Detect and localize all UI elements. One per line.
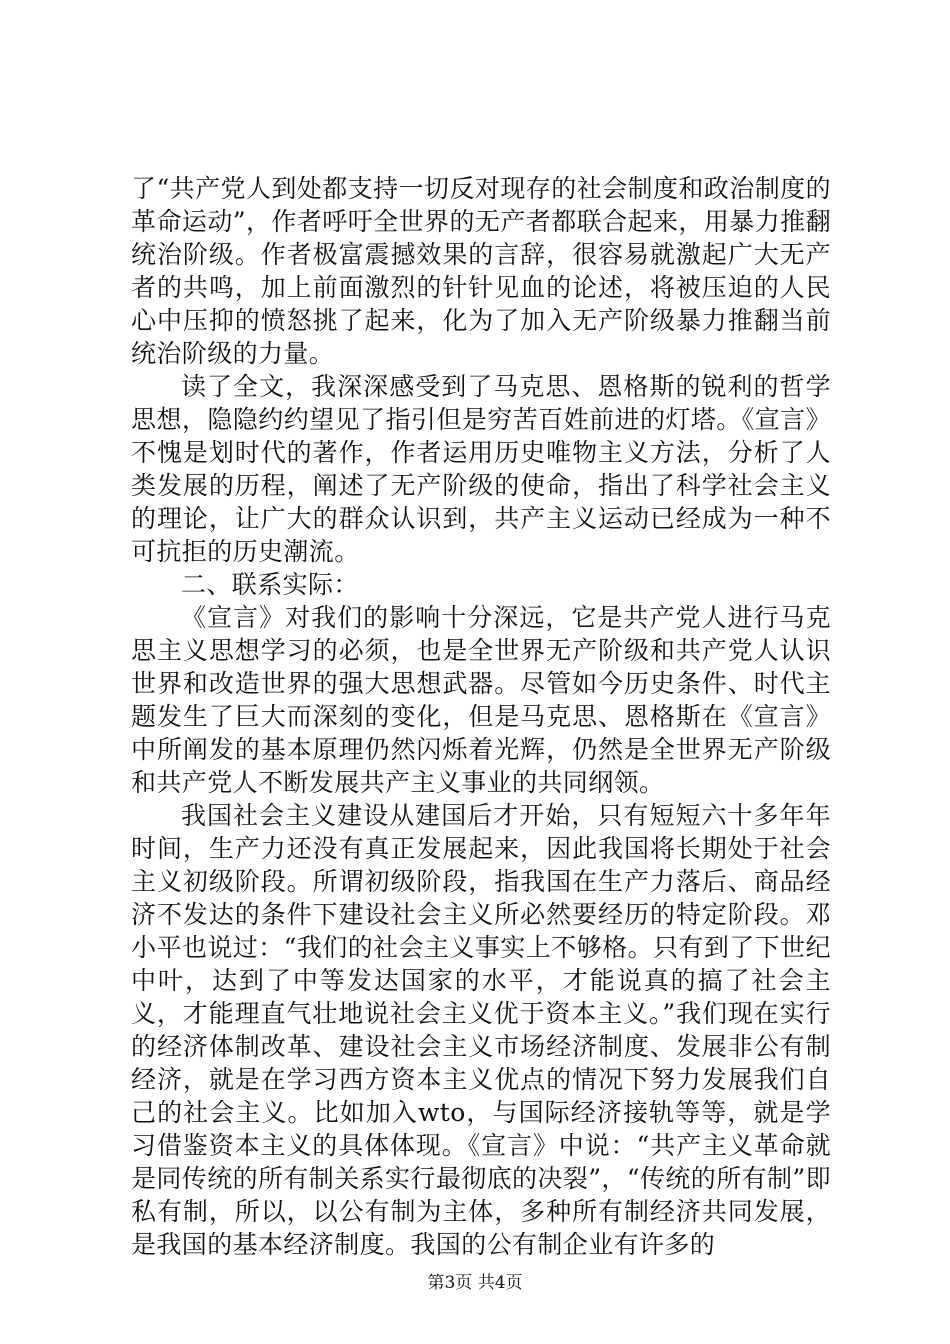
page-number: 第3页 共4页	[427, 1273, 523, 1293]
body-text	[131, 172, 831, 1261]
paragraph-1: 了“共产党人到处都支持一切反对现存的社会制度和政治制度的革命运动”，作者呼吁全世界的无产者都联合起来，用暴力推翻统治阶级。作者极富震撼效果的言辞，很容易就激起广大无产者的共鸣，加上前面激烈的针针见血的论述，将被压迫的人民心中压抑的愤怒挑了起来，化为了加入无产阶级暴力推翻当前统治阶级的力量。	[131, 174, 831, 368]
paragraph-4: 我国社会主义建设从建国后才开始，只有短短六十多年年时间，生产力还没有真正发展起来，因此我国将长期处于社会主义初级阶段。所谓初级阶段，指我国在生产力落后、商品经济不发达的条件下建设社会主义所必然要经历的特定阶段。邓小平也说过：“我们的社会主义事实上不够格。只有到了下世纪中叶，达到了中等发达国家的水平，才能说真的搞了社会主义，才能理直气壮地说社会主义优于资本主义。”我们现在实行的经济体制改革、建设社会主义市场经济制度、发展非公有制经济，就是在学习西方资本主义优点的情况下努力发展我们自己的社会主义。比如加入wto，与国际经济接轨等等，就是学习借鉴资本主义的具体体现。《宣言》中说：“共产主义革命就是同传统的所有制关系实行最彻底的决裂”，“传统的所有制”即私有制，所以，以公有制为主体，多种所有制经济共同发展，是我国的基本经济制度。我国的公有制企业有许多的	[131, 801, 831, 1259]
paragraph-3: 《宣言》对我们的影响十分深远，它是共产党人进行马克思主义思想学习的必须，也是全世界无产阶级和共产党人认识世界和改造世界的强大思想武器。尽管如今历史条件、时代主题发生了巨大而深刻的变化，但是马克思、恩格斯在《宣言》中所阐发的基本原理仍然闪烁着光辉，仍然是全世界无产阶级和共产党人不断发展共产主义事业的共同纲领。	[131, 603, 831, 797]
section-heading: 二、联系实际：	[181, 570, 359, 599]
page-footer	[0, 1268, 950, 1293]
paragraph-2: 读了全文，我深深感受到了马克思、恩格斯的锐利的哲学思想，隐隐约约望见了指引但是穷苦百姓前进的灯塔。《宣言》不愧是划时代的著作，作者运用历史唯物主义方法，分析了人类发展的历程，阐述了无产阶级的使命，指出了科学社会主义的理论，让广大的群众认识到，共产主义运动已经成为一种不可抗拒的历史潮流。	[131, 372, 831, 566]
